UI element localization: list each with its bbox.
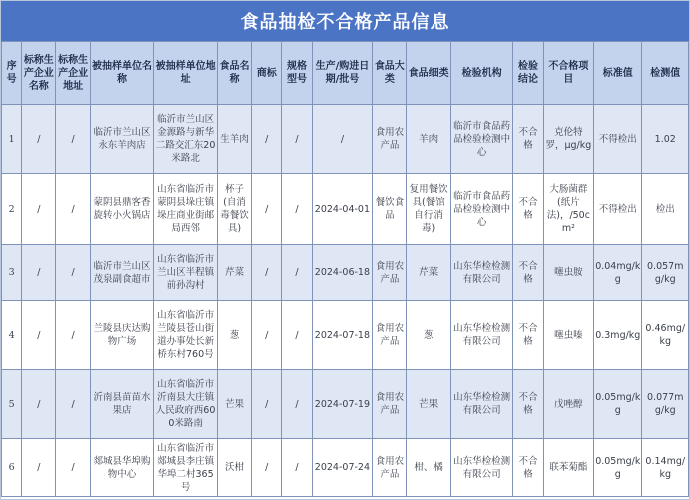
header-cell: 标称生产企业名称 [22,42,56,105]
cell-date: 2024-07-24 [312,439,373,497]
cell-unit-addr: 山东省临沂市兰山区半程镇前孙沟村 [154,245,218,301]
cell-category: 食用农产品 [373,439,407,497]
cell-conclusion: 不合格 [513,174,543,245]
cell-item: 噻虫胺 [543,245,593,301]
cell-mfr-name: / [22,370,56,439]
cell-subcategory: 羊肉 [407,105,450,174]
cell-food: 葱 [217,301,251,370]
header-cell: 检验结论 [513,42,543,105]
cell-standard: 0.05mg/kg [594,439,642,497]
cell-brand: / [252,174,282,245]
cell-spec: / [282,105,312,174]
cell-unit-addr: 山东省临沂市沂南县大庄镇人民政府西600米路南 [154,370,218,439]
cell-lab: 山东华检检测有限公司 [450,370,513,439]
cell-unit-name: 沂南县苗苗水果店 [90,370,154,439]
header-cell: 规格型号 [282,42,312,105]
cell-conclusion: 不合格 [513,301,543,370]
cell-conclusion: 不合格 [513,105,543,174]
table-header-row [2,42,689,105]
cell-no: 3 [2,245,22,301]
table-row [2,245,689,301]
cell-lab: 山东华检检测有限公司 [450,301,513,370]
cell-mfr-name: / [22,245,56,301]
cell-no: 1 [2,105,22,174]
cell-unit-name: 兰陵县庆达购物广场 [90,301,154,370]
cell-item: 噻虫嗪 [543,301,593,370]
cell-unit-name: 蒙阴县鼎客香旋转小火锅店 [90,174,154,245]
cell-category: 食用农产品 [373,245,407,301]
cell-conclusion: 不合格 [513,439,543,497]
header-cell: 商标 [252,42,282,105]
cell-date: 2024-04-01 [312,174,373,245]
cell-mfr-addr: / [56,245,90,301]
cell-spec: / [282,301,312,370]
cell-item: 戊唑醇 [543,370,593,439]
cell-unit-name: 临沂市兰山区茂泉副食超市 [90,245,154,301]
cell-food: 芒果 [217,370,251,439]
cell-subcategory: 芹菜 [407,245,450,301]
cell-category: 餐饮食品 [373,174,407,245]
cell-date: / [312,105,373,174]
header-cell: 不合格项目 [543,42,593,105]
cell-subcategory: 柑、橘 [407,439,450,497]
cell-standard: 不得检出 [594,174,642,245]
cell-mfr-addr: / [56,105,90,174]
inspection-table [1,41,689,497]
cell-subcategory: 芒果 [407,370,450,439]
cell-lab: 临沂市食品药品检验检测中心 [450,174,513,245]
cell-lab: 山东华检检测有限公司 [450,245,513,301]
cell-category: 食用农产品 [373,370,407,439]
cell-spec: / [282,439,312,497]
cell-mfr-addr: / [56,174,90,245]
cell-conclusion: 不合格 [513,370,543,439]
cell-measured: 0.46mg/kg [642,301,689,370]
cell-food: 杯子(自消毒餐饮具) [217,174,251,245]
cell-unit-name: 临沂市兰山区永东羊肉店 [90,105,154,174]
cell-subcategory: 葱 [407,301,450,370]
cell-standard: 不得检出 [594,105,642,174]
header-cell: 检验机构 [450,42,513,105]
cell-food: 生羊肉 [217,105,251,174]
cell-lab: 临沂市食品药品检验检测中心 [450,105,513,174]
cell-item: 克伦特罗，μg/kg [543,105,593,174]
cell-measured: 0.077mg/kg [642,370,689,439]
cell-spec: / [282,245,312,301]
cell-mfr-name: / [22,301,56,370]
cell-measured: 0.14mg/kg [642,439,689,497]
cell-category: 食用农产品 [373,105,407,174]
cell-food: 沃柑 [217,439,251,497]
cell-standard: 0.05mg/kg [594,370,642,439]
cell-standard: 0.3mg/kg [594,301,642,370]
header-cell: 生产/购进日期/批号 [312,42,373,105]
cell-brand: / [252,301,282,370]
header-cell: 食品名称 [217,42,251,105]
cell-spec: / [282,174,312,245]
header-cell: 标准值 [594,42,642,105]
cell-mfr-name: / [22,105,56,174]
cell-mfr-addr: / [56,301,90,370]
cell-unit-addr: 临沂市兰山区金源路与新华二路交汇东20米路北 [154,105,218,174]
cell-unit-addr: 山东省临沂市蒙阴县垛庄镇垛庄商业街邮局西邻 [154,174,218,245]
table-row [2,105,689,174]
header-cell: 食品细类 [407,42,450,105]
cell-brand: / [252,439,282,497]
cell-mfr-addr: / [56,370,90,439]
table-row [2,174,689,245]
cell-no: 5 [2,370,22,439]
cell-conclusion: 不合格 [513,245,543,301]
cell-subcategory: 复用餐饮具(餐馆自行消毒) [407,174,450,245]
cell-item: 联苯菊酯 [543,439,593,497]
cell-mfr-name: / [22,174,56,245]
cell-unit-name: 郯城县华埠购物中心 [90,439,154,497]
cell-date: 2024-07-18 [312,301,373,370]
cell-spec: / [282,370,312,439]
header-cell: 序号 [2,42,22,105]
cell-mfr-addr: / [56,439,90,497]
cell-no: 4 [2,301,22,370]
cell-measured: 检出 [642,174,689,245]
header-cell: 被抽样单位名称 [90,42,154,105]
cell-date: 2024-06-18 [312,245,373,301]
page-title: 食品抽检不合格产品信息 [1,1,689,41]
cell-no: 6 [2,439,22,497]
table-row [2,301,689,370]
table-row [2,370,689,439]
cell-brand: / [252,370,282,439]
cell-lab: 山东华检检测有限公司 [450,439,513,497]
cell-unit-addr: 山东省临沂市兰陵县苍山街道办事处长新桥东村760号 [154,301,218,370]
header-cell: 标称生产企业地址 [56,42,90,105]
cell-brand: / [252,245,282,301]
cell-category: 食用农产品 [373,301,407,370]
cell-date: 2024-07-19 [312,370,373,439]
cell-brand: / [252,105,282,174]
table-row [2,439,689,497]
cell-standard: 0.04mg/kg [594,245,642,301]
cell-mfr-name: / [22,439,56,497]
header-cell: 被抽样单位地址 [154,42,218,105]
cell-unit-addr: 山东省临沂市郯城县李庄镇华埠二村365号 [154,439,218,497]
cell-measured: 0.057mg/kg [642,245,689,301]
cell-no: 2 [2,174,22,245]
header-cell: 检测值 [642,42,689,105]
cell-measured: 1.02 [642,105,689,174]
cell-food: 芹菜 [217,245,251,301]
cell-item: 大肠菌群(纸片法)，/50cm² [543,174,593,245]
header-cell: 食品大类 [373,42,407,105]
